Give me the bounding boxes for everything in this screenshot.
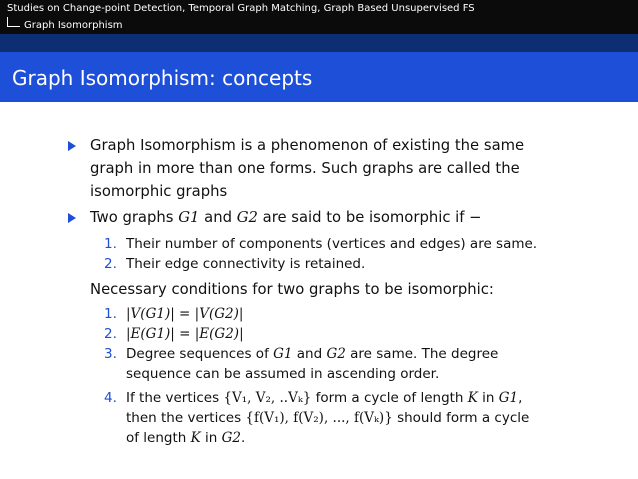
text-fragment: in <box>477 390 499 406</box>
bullet-text-2 <box>90 206 560 229</box>
math-g2: G2 <box>326 346 346 362</box>
list-text <box>126 344 586 384</box>
bullet-line: graph in more than one forms. Such graphs are called the <box>90 160 520 177</box>
text-fragment: Two graphs <box>90 209 179 226</box>
text-fragment: , <box>518 390 523 406</box>
list-number: 2. <box>104 326 117 342</box>
text-fragment: and <box>292 346 327 362</box>
text-fragment: Degree sequences of <box>126 346 274 362</box>
text-fragment: in <box>200 430 222 446</box>
math-mapped-set: {f(V₁), f(V₂), ..., f(Vₖ)} <box>245 410 393 426</box>
list-number: 1. <box>104 236 117 252</box>
breadcrumb-subsection-label[interactable]: Graph Isomorphism <box>24 20 123 31</box>
bullet-triangle-icon <box>68 213 76 223</box>
text-fragment: and <box>199 209 237 226</box>
text-fragment: . <box>241 430 246 446</box>
text-fragment: form a cycle of length <box>311 390 468 406</box>
bullet-line: isomorphic graphs <box>90 183 228 200</box>
math-k: K <box>190 430 201 446</box>
math-g2: G2 <box>221 430 241 446</box>
math-k: K <box>467 390 478 406</box>
bullet-triangle-icon <box>68 141 76 151</box>
text-fragment: are same. The degree <box>345 346 499 362</box>
math-vertex-count: |V(G1)| = |V(G2)| <box>126 306 244 322</box>
list-text: Their number of components (vertices and edges) are same. <box>126 236 538 252</box>
text-fragment: If the vertices <box>126 390 224 406</box>
math-g2: G2 <box>236 209 258 226</box>
bullet-text-1 <box>90 134 560 203</box>
list-number: 3. <box>104 346 117 362</box>
list-number: 1. <box>104 306 117 322</box>
list-text <box>126 388 586 448</box>
breadcrumb-section[interactable]: Studies on Change-point Detection, Temporal Graph Matching, Graph Based Unsupervised FS <box>7 3 475 14</box>
math-edge-count: |E(G1)| = |E(G2)| <box>126 326 244 342</box>
text-fragment: then the vertices <box>126 410 246 426</box>
bullet-item-2 <box>68 206 588 230</box>
necessary-heading: Necessary conditions for two graphs to be isomorphic: <box>90 281 494 298</box>
list-number: 4. <box>104 390 117 406</box>
math-g1: G1 <box>178 209 200 226</box>
text-fragment: of length <box>126 430 191 446</box>
bullet-item-1 <box>68 134 568 204</box>
text-fragment: sequence can be assumed in ascending order. <box>126 366 440 382</box>
list-number: 2. <box>104 256 117 272</box>
math-vertex-set: {V₁, V₂, ..Vₖ} <box>223 390 312 406</box>
bullet-line: Graph Isomorphism is a phenomenon of existing the same <box>90 137 525 154</box>
math-g1: G1 <box>498 390 519 406</box>
text-fragment: are said to be isomorphic if − <box>257 209 482 226</box>
slide-title: Graph Isomorphism: concepts <box>12 66 313 90</box>
text-fragment: should form a cycle <box>392 410 530 426</box>
list-text: Their edge connectivity is retained. <box>126 256 366 272</box>
math-g1: G1 <box>273 346 293 362</box>
